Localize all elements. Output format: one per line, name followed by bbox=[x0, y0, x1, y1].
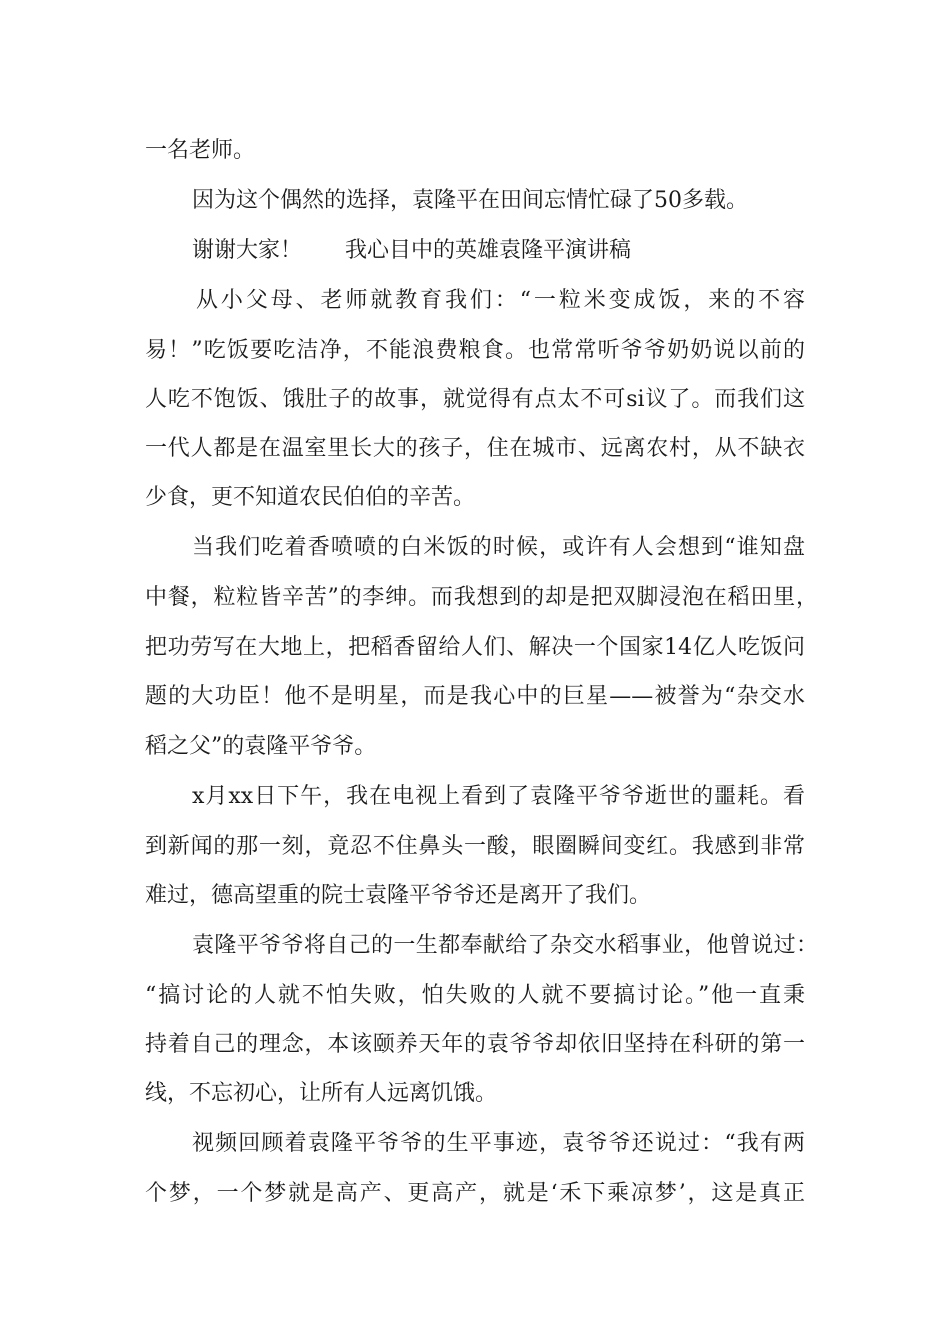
text-line: 题的大功臣！他不是明星，而是我心中的巨星——被誉为“杂交水 bbox=[145, 684, 805, 709]
text-line: 线，不忘初心，让所有人远离饥饿。 bbox=[145, 1081, 498, 1106]
text-line: 当我们吃着香喷喷的白米饭的时候，或许有人会想到“谁知盘 bbox=[192, 535, 805, 560]
text-line: 中餐，粒粒皆辛苦”的李绅。而我想到的却是把双脚浸泡在稻田里， bbox=[145, 585, 818, 610]
text-line: 到新闻的那一刻，竟忍不住鼻头一酸，眼圈瞬间变红。我感到非常 bbox=[145, 834, 805, 859]
text-line: 个梦，一个梦就是高产、更高产，就是‘禾下乘凉梦’，这是真正 bbox=[145, 1181, 805, 1206]
text-line: 因为这个偶然的选择，袁隆平在田间忘情忙碌了50多载。 bbox=[192, 188, 748, 213]
text-line: 从小父母、老师就教育我们：“一粒米变成饭，来的不容 bbox=[196, 288, 805, 313]
text-line: 人吃不饱饭、饿肚子的故事，就觉得有点太不可si议了。而我们这 bbox=[145, 387, 805, 412]
text-line: 袁隆平爷爷将自己的一生都奉献给了杂交水稻事业，他曾说过： bbox=[192, 933, 818, 958]
text-line: x月xx日下午，我在电视上看到了袁隆平爷爷逝世的噩耗。看 bbox=[192, 784, 805, 809]
text-line: 少食，更不知道农民伯伯的辛苦。 bbox=[145, 485, 476, 510]
text-line: 谢谢大家！ bbox=[192, 238, 303, 263]
text-line: 稻之父”的袁隆平爷爷。 bbox=[145, 734, 377, 759]
text-line: 难过，德高望重的院士袁隆平爷爷还是离开了我们。 bbox=[145, 883, 652, 908]
text-line: 一代人都是在温室里长大的孩子，住在城市、远离农村，从不缺衣 bbox=[145, 436, 805, 461]
text-line: 视频回顾着袁隆平爷爷的生平事迹，袁爷爷还说过：“我有两 bbox=[192, 1131, 805, 1156]
text-line: “搞讨论的人就不怕失败，怕失败的人就不要搞讨论。”他一直秉 bbox=[145, 983, 805, 1008]
document-title: 我心目中的英雄袁隆平演讲稿 bbox=[345, 238, 632, 263]
text-line: 持着自己的理念，本该颐养天年的袁爷爷却依旧坚持在科研的第一 bbox=[145, 1032, 805, 1057]
text-line: 把功劳写在大地上，把稻香留给人们、解决一个国家14亿人吃饭问 bbox=[145, 635, 805, 660]
text-line: 一名老师。 bbox=[145, 138, 256, 163]
text-line: 易！”吃饭要吃洁净，不能浪费粮食。也常常听爷爷奶奶说以前的 bbox=[145, 338, 805, 363]
